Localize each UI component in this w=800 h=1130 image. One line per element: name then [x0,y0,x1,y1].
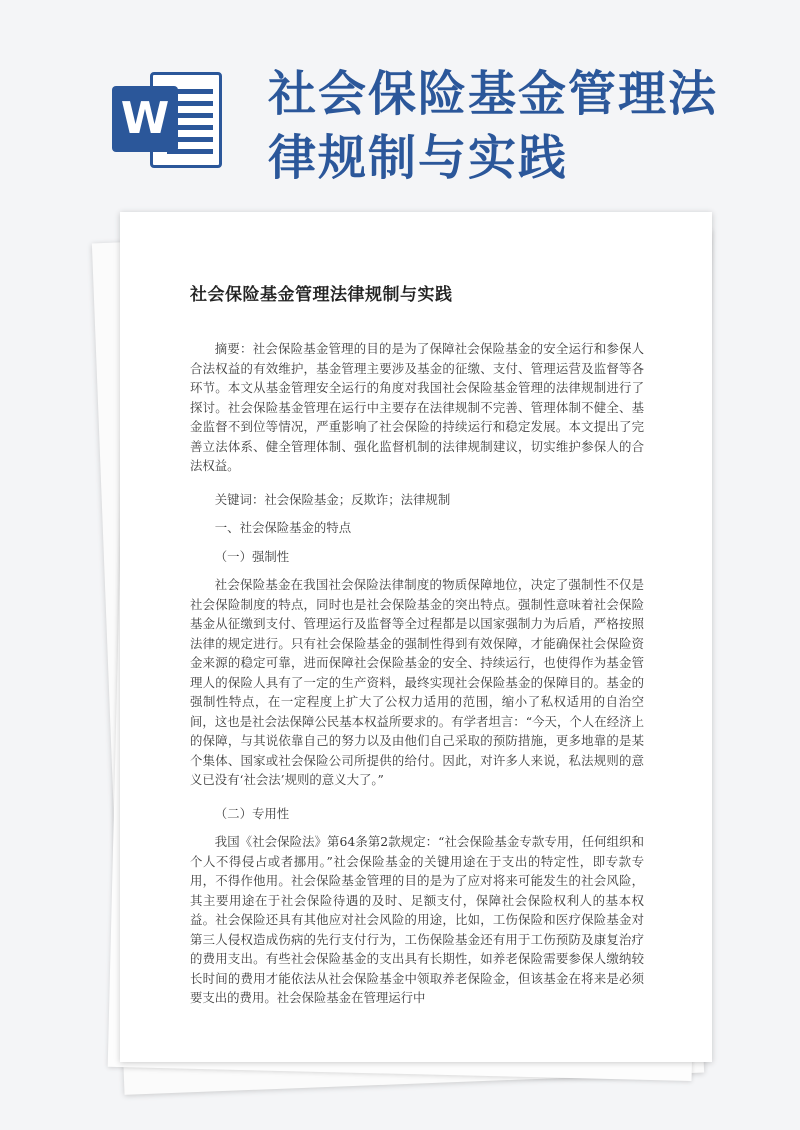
header-banner [0,0,800,200]
header-title: 社会保险基金管理法律规制与实践 [268,66,719,186]
word-doc-icon [112,72,222,172]
abstract-paragraph: 摘要：社会保险基金管理的目的是为了保障社会保险基金的安全运行和参保人合法权益的有效维护，基金管理主要涉及基金的征缴、支付、管理运营及监督等各环节。本文从基金管理安全运行的角度对我国社会保险基金管理的法律规制进行了探讨。社会保险基金管理在运行中主要存在法律规制不完善、管理体制不健全、基金监督不到位等情况，严重影响了社会保险的持续运行和稳定发展。本文提出了完善立法体系、健全管理体制、强化监督机制的法律规制建议，切实维护参保人的合法权益。 [190,341,644,473]
document-page[interactable] [120,212,712,1062]
body-paragraph-2: 我国《社会保险法》第64条第2款规定：“社会保险基金专款专用，任何组织和个人不得侵占或者挪用。”社会保险基金的关键用途在于支出的特定性，即专款专用，不得作他用。社会保险基金管理的目的是为了应对将来可能发生的社会风险，其主要用途在于社会保险待遇的及时、足额支付，保障社会保险权利人的基本权益。社会保险还具有其他应对社会风险的用途，比如，工伤保险和医疗保险基金对第三人侵权造成伤病的先行支付行为，工伤保险基金还有用于工伤预防及康复治疗的费用支出。有些社会保险基金的支出具有长期性，如养老保险需要参保人缴纳较长时间的费用才能依法从社会保险基金中领取养老保险金，但该基金在将来是必须要支出的费用。社会保险基金在管理运行中 [190,834,644,1005]
subsection-heading-1: （一）强制性 [214,548,290,564]
body-paragraph-1: 社会保险基金在我国社会保险法律制度的物质保障地位，决定了强制性不仅是社会保险制度的特点，同时也是社会保险基金的突出特点。强制性意味着社会保险基金从征缴到支付、管理运行及监督等全过程都是以国家强制力为后盾，严格按照法律的规定进行。只有社会保险基金的强制性得到有效保障，才能确保社会保险资金来源的稳定可靠，进而保障社会保险基金的安全、持续运行，也使得作为基金管理人的保险人具有了一定的生产资料，最终实现社会保险基金的保障目的。基金的强制性特点，在一定程度上扩大了公权力适用的范围，缩小了私权适用的自治空间，这也是社会法保障公民基本权益所要求的。有学者坦言：“今天，个人在经济上的保障，与其说依靠自己的努力以及由他们自己采取的预防措施，更多地靠的是某个集体、国家或社会保险公司所提供的给付。因此，对许多人来说，私法规则的意义已没有‘社会法’规则的意义大了。” [190,577,644,787]
subsection-heading-2: （二）专用性 [214,805,290,821]
document-title: 社会保险基金管理法律规制与实践 [190,285,453,305]
keywords-line: 关键词：社会保险基金；反欺诈；法律规制 [214,491,451,507]
word-letter-badge: W [112,86,178,152]
document-content [190,280,644,1008]
section-heading-1: 一、社会保险基金的特点 [214,520,352,535]
